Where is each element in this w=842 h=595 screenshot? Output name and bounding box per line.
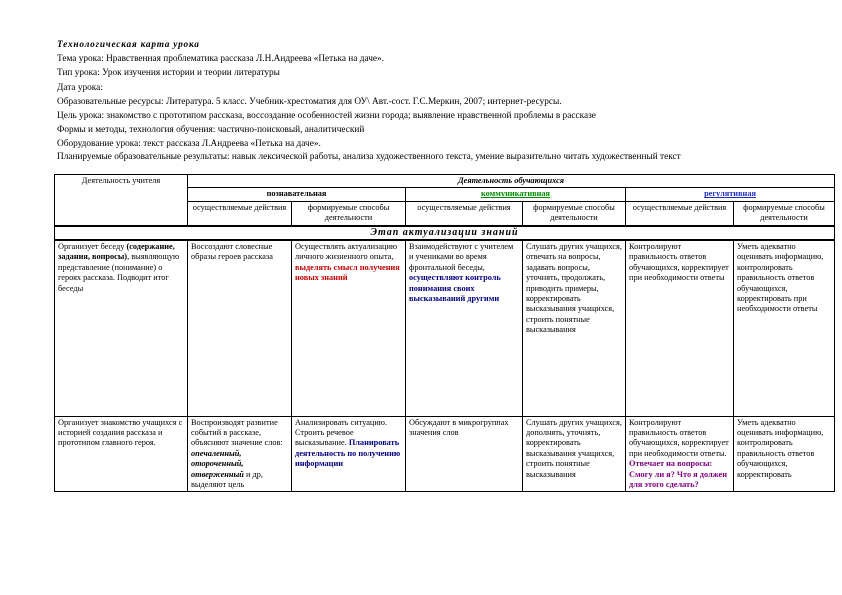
group-regulatory: регулятивная [626, 188, 835, 201]
sub-actions: осуществляемые действия [626, 201, 734, 225]
cognitive-methods-cell [292, 416, 406, 492]
lesson-type: Тип урока: Урок изучения истории и теории литературы [57, 68, 280, 79]
group-communicative: коммуникативная [406, 188, 626, 201]
stage-row [55, 226, 835, 240]
teacher-activity-header: Деятельность учителя [55, 175, 188, 226]
teacher-cell: Организует знакомство учащихся с историей создания рассказа и прототипом главного героя. [55, 416, 188, 492]
table-row [55, 416, 835, 492]
sub-methods: формируемые способы деятельности [523, 201, 626, 225]
communicative-actions-cell [406, 240, 523, 416]
sub-actions: осуществляемые действия [188, 201, 292, 225]
regulatory-actions-cell: Контролируют правильность ответов обучающихся, корректирует при необходимости ответы [626, 240, 734, 416]
header-row-1 [55, 175, 835, 188]
communicative-methods-cell: Слушать других учащихся, дополнять, уточнять, корректировать высказывания учащихся, строить понятные высказывания [523, 416, 626, 492]
reg-actions-c: Что я должен для этого сделать? [629, 469, 728, 489]
document-title: Технологическая карта урока [57, 40, 200, 50]
lesson-topic: Тема урока: Нравственная проблематика рассказа Л.Н.Андреева «Петька на даче». [57, 54, 384, 65]
cog-methods-a: Анализировать ситуацию. Строить речевое высказывание. [295, 417, 388, 448]
lesson-goal: Цель урока: знакомство с прототипом рассказа, воссоздание особенностей жизни города; выявление нравственной проблемы в рассказе [57, 111, 596, 122]
cog-actions-words: опечаленный, отороченный, отверженный [191, 448, 244, 479]
sub-methods: формируемые способы деятельности [734, 201, 835, 225]
teacher-text-b: (содержание, задания, вопросы) [58, 242, 175, 262]
teacher-text-c: , выявляющую представление (понимание) о героях рассказа. Подводит итог беседы [58, 252, 180, 293]
teacher-cell [55, 240, 188, 416]
reg-actions-a: Контролируют правильность ответов обучающихся, корректирует при необходимости ответы. [629, 417, 729, 458]
cognitive-actions-cell: Воссоздают словесные образы героев рассказа [188, 240, 292, 416]
sub-methods: формируемые способы деятельности [292, 201, 406, 225]
group-cognitive: познавательная [188, 188, 406, 201]
stage-title: Этап актуализации знаний [55, 226, 835, 240]
lesson-methods: Формы и методы, технология обучения: частично-поисковый, аналитический [57, 125, 365, 136]
teacher-text-a: Организует беседу [58, 242, 125, 252]
reg-actions-b: Отвечает на вопросы: Смогу ли я? [629, 459, 713, 479]
lesson-resources: Образовательные ресурсы: Литература. 5 класс. Учебник-хрестоматия для ОУ\ Авт.-сост. Г.С.Меркин, 2007; интернет-ресурсы. [57, 96, 562, 107]
lesson-equipment: Оборудование урока: текст рассказа Л.Андреева «Петька на даче». [57, 139, 321, 150]
cognitive-methods-cell [292, 240, 406, 416]
lesson-date: Дата урока: [57, 82, 103, 93]
students-activity-header: Деятельность обучающихся [188, 175, 835, 188]
cog-actions-c: и др, выделяют цель [191, 469, 263, 489]
com-actions-a: Взаимодействуют с учителем и учениками во время фронтальной беседы, [409, 242, 514, 272]
communicative-actions-cell: Обсуждают в микрогруппах значения слов [406, 416, 523, 492]
regulatory-methods-cell: Уметь адекватно оценивать информацию, контролировать правильность ответов обучающихся, корректировать [734, 416, 835, 492]
cognitive-actions-cell [188, 416, 292, 492]
cog-actions-a: Воспроизводят развитие событий в рассказе, объясняют значение слов: [191, 417, 283, 448]
regulatory-methods-cell: Уметь адекватно оценивать информацию, контролировать правильность ответов обучающихся, корректировать при необходимости ответы [734, 240, 835, 416]
table-row [55, 240, 835, 416]
lesson-map-table [54, 174, 835, 492]
lesson-results: Планируемые образовательные результаты: навык лексической работы, анализа художественного текста, умение выразительно читать художественный текст [57, 151, 681, 162]
regulatory-actions-cell [626, 416, 734, 492]
cog-methods-b: Планировать деятельность по получению информации [295, 438, 401, 469]
communicative-methods-cell: Слушать других учащихся, отвечать на вопросы, задавать вопросы, уточнять, продолжать, приводить примеры, корректировать высказывания учащихся, строить понятные высказывания [523, 240, 626, 416]
cog-methods-a: Осуществлять актуализацию личного жизненного опыта, [295, 242, 398, 262]
com-actions-b: осуществляют контроль понимания своих высказываний другими [409, 273, 501, 304]
sub-actions: осуществляемые действия [406, 201, 523, 225]
document-header [57, 38, 787, 163]
cog-methods-b: выделять смысл получения новых знаний [295, 262, 400, 283]
